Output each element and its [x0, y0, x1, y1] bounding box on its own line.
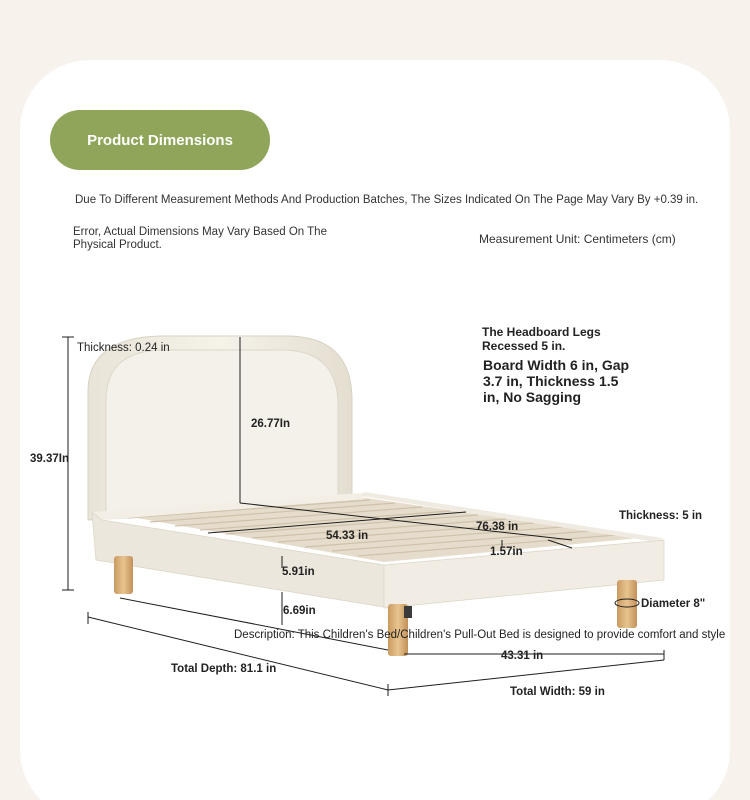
variance-note: Due To Different Measurement Methods And Production Batches, The Sizes Indicated On The Page May Vary By +0.39 in.	[75, 194, 699, 206]
total-height-label: 39.37In	[30, 453, 69, 465]
headboard-height-label: 26.77In	[251, 418, 290, 430]
total-width-label: Total Width: 59 in	[510, 686, 605, 698]
product-description: Description: This Children's Bed/Children's Pull-Out Bed is designed to provide comfort and style	[234, 629, 726, 641]
leg-front-right	[617, 580, 637, 628]
headboard-note-line1: The Headboard Legs	[482, 325, 601, 339]
inner-length-label: 54.33 in	[326, 530, 369, 542]
headboard-note-line2: Recessed 5 in.	[482, 339, 566, 353]
leg-height-label: 6.69in	[283, 605, 316, 617]
frame-thickness-label: Thickness: 5 in	[619, 510, 703, 522]
width-inner-label: 43.31 in	[501, 650, 544, 662]
section-title: Product Dimensions	[87, 131, 233, 149]
headboard-thickness-label: Thickness: 0.24 in	[77, 342, 170, 354]
headboard-panel	[106, 350, 338, 512]
total-depth-label: Total Depth: 81.1 in	[171, 663, 277, 675]
error-note-line2: Physical Product.	[73, 239, 162, 251]
leg-back-right	[404, 606, 412, 618]
slat-gap-label: 1.57in	[490, 546, 523, 558]
error-note-line1: Error, Actual Dimensions May Vary Based On The	[73, 226, 327, 238]
leg-diameter-label: Diameter 8"	[641, 598, 706, 610]
slat-spec-note: Board Width 6 in, Gap 3.7 in, Thickness 1.5 in, No Sagging	[483, 357, 630, 405]
frame-height-label: 5.91in	[282, 566, 315, 578]
inner-width-label: 76.38 in	[476, 521, 519, 533]
measurement-unit: Measurement Unit: Centimeters (cm)	[479, 232, 676, 246]
leg-back-left	[114, 556, 133, 594]
